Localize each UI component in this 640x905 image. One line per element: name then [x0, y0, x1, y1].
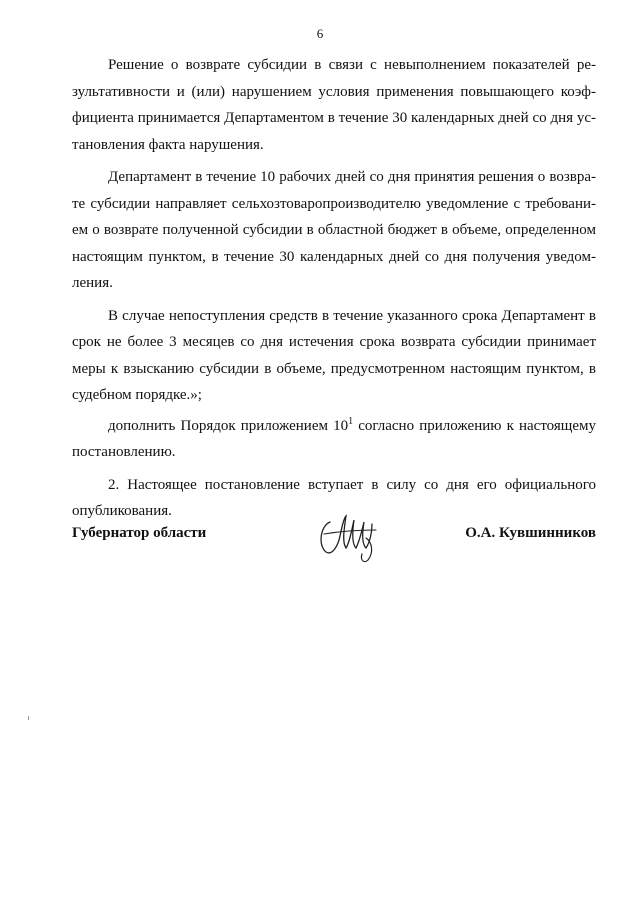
paragraph-appendix-addition — [72, 409, 596, 466]
paragraph-effective-date: 2. Настоящее постановление вступает в силу со дня его официального опубликования. — [72, 476, 596, 519]
document-body — [72, 52, 596, 525]
scan-margin-mark — [28, 716, 29, 720]
paragraph-refund-notification: Департамент в течение 10 рабочих дней со дня принятия решения о возврате субсидии направляет сельхозтоваропроизводителю уведомление с требованием о возврате полученной субсидии в областной бюджет в объеме, определенном настоящим пунктом, в течение 30 календарных дней со дня получения уведомления. — [72, 169, 596, 291]
appendix-superscript: 1 — [348, 415, 354, 427]
paragraph-recovery-measures: В случае непоступления средств в течение указанного срока Департамент в срок не более 3 месяцев со дня истечения срока возврата субсидии принимает меры к взысканию субсидии в объеме, предусмотренном настоящим пунктом, в судебном порядке.»; — [72, 307, 596, 403]
handwritten-signature — [316, 508, 382, 564]
page-number: 6 — [316, 26, 324, 41]
signature-block — [72, 518, 596, 578]
appendix-text-before: дополнить Порядок приложением 10 — [108, 417, 349, 434]
paragraph-refund-decision: Решение о возврате субсидии в связи с невыполнением показателей результативности и (или) нарушением условия применения повышающего коэффициента принимается Департаментом в течение 30 календарных дней со дня установления факта нарушения. — [72, 57, 596, 153]
signatory-name: О.А. Кувшинников — [465, 525, 596, 541]
signatory-position: Губернатор области — [72, 525, 207, 541]
appendix-text-after: согласно приложению к настоящему постановлению. — [72, 417, 596, 460]
